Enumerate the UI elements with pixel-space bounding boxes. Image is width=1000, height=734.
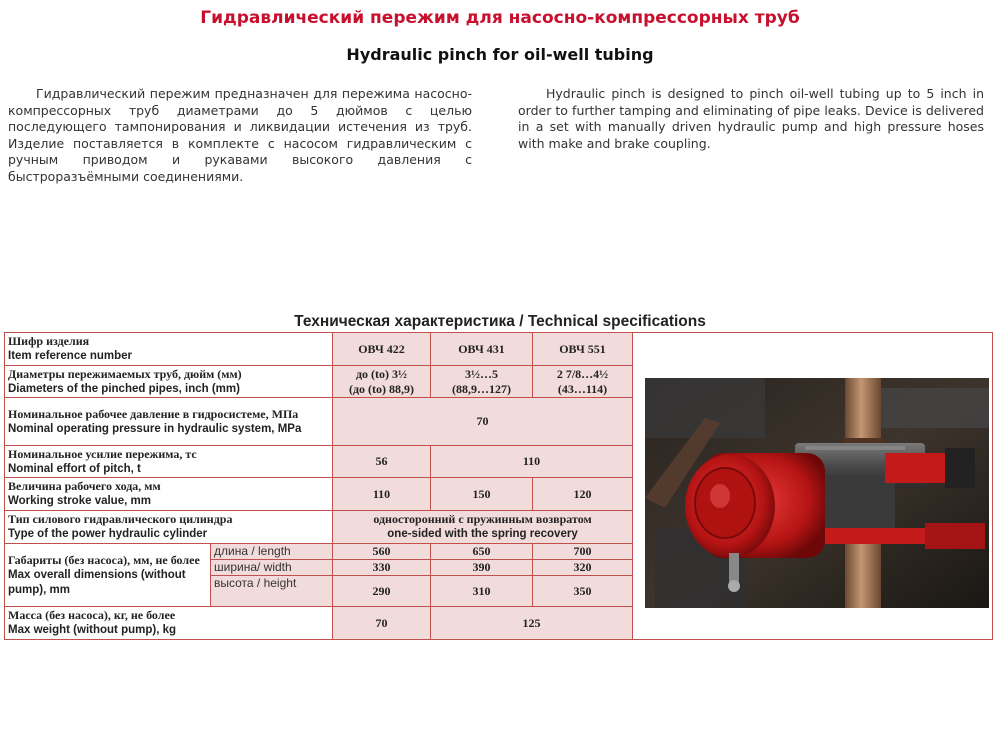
value-bottom: (43…114): [557, 381, 608, 396]
value-cell: 650: [431, 544, 533, 560]
model-cell: ОВЧ 431: [431, 333, 533, 366]
page-title-en: Hydraulic pinch for oil-well tubing: [346, 45, 654, 64]
value-cell: 150: [431, 478, 533, 511]
dim-sublabel: ширина/ width: [211, 560, 333, 576]
value-cell: 56: [333, 446, 431, 478]
spec-table: [4, 332, 993, 640]
value-cell: 700: [533, 544, 633, 560]
label-en: Nominal effort of pitch, t: [8, 462, 141, 475]
value-cell: [431, 366, 533, 398]
value-cell: 350: [533, 576, 633, 607]
product-photo: [645, 378, 989, 608]
value-cell: 110: [431, 446, 633, 478]
description-ru: Гидравлический пережим предназначен для пережима насосно-компрессорных труб диаметрами до 5 дюймов с целью последующего тампонирования и ликвидации истечения из труб. Изделие поставляется в комплекте с насосом гидравлическим с ручным приводом и рукавами высокого давления с быстроразъёмными соединениями.: [8, 86, 472, 184]
label-en: Type of the power hydraulic cylinder: [8, 528, 208, 540]
value-cell: 310: [431, 576, 533, 607]
row-label: [5, 607, 333, 640]
label-en: Max weight (without pump), kg: [8, 624, 177, 636]
value-en: one-sided with the spring recovery: [387, 528, 578, 540]
value-cell: 290: [333, 576, 431, 607]
label-en: Diameters of the pinched pipes, inch (mm): [8, 382, 240, 395]
label-ru: Номинальное рабочее давление в гидросистеме, МПа: [8, 406, 299, 421]
row-label: [5, 398, 333, 446]
dim-sublabel: высота / height: [211, 576, 333, 607]
value-cell: 390: [431, 560, 533, 576]
value-bottom: (88,9…127): [452, 381, 511, 396]
value-cell: 120: [533, 478, 633, 511]
label-ru: Диаметры пережимаемых труб, дюйм (мм): [8, 366, 242, 381]
description-en: Hydraulic pinch is designed to pinch oil-well tubing up to 5 inch in order to further tamping and eliminating of pipe leaks. Device is delivered in a set with manually driven hydraulic pump and high pressure hoses with make and brake coupling.: [518, 86, 984, 151]
value-cell: [333, 511, 633, 544]
value-cell: 70: [333, 607, 431, 640]
photo-cell: [633, 333, 993, 640]
label-ru: Тип силового гидравлического цилиндра: [8, 512, 233, 526]
page-title-ru: Гидравлический пережим для насосно-компрессорных труб: [200, 8, 800, 28]
row-label: [5, 544, 211, 607]
dim-sublabel: длина / length: [211, 544, 333, 560]
value-cell: [333, 366, 431, 398]
value-cell: 70: [333, 398, 633, 446]
row-label: [5, 366, 333, 398]
value-cell: 330: [333, 560, 431, 576]
row-item-ref: [5, 333, 993, 366]
label-en: Working stroke value, mm: [8, 495, 151, 507]
value-ru: односторонний с пружинным возвратом: [373, 512, 592, 526]
value-cell: 320: [533, 560, 633, 576]
value-top: 3½…5: [465, 366, 498, 381]
label-ru: Номинальное усилие пережима, тс: [8, 446, 197, 461]
label-en: Nominal operating pressure in hydraulic system, MPa: [8, 422, 302, 435]
label-en: Max overall dimensions (without pump), mm: [8, 568, 186, 596]
label-ru: Масса (без насоса), кг, не более: [8, 608, 176, 622]
row-label: [5, 446, 333, 478]
hydraulic-pinch-photo: [645, 378, 989, 608]
row-label: [5, 478, 333, 511]
label-ru: Габариты (без насоса), мм, не более: [8, 552, 200, 567]
spec-title: Техническая характеристика / Technical specifications: [294, 313, 706, 330]
value-top: до (to) 3½: [355, 366, 408, 381]
label-ru: Шифр изделия: [8, 334, 90, 348]
model-cell: ОВЧ 422: [333, 333, 431, 366]
value-cell: 125: [431, 607, 633, 640]
model-cell: ОВЧ 551: [533, 333, 633, 366]
label-ru: Величина рабочего хода, мм: [8, 479, 161, 493]
label-en: Item reference number: [8, 350, 132, 362]
value-bottom: (до (to) 88,9): [348, 381, 415, 396]
value-top: 2 7/8…4½: [556, 366, 609, 381]
value-cell: [533, 366, 633, 398]
row-label: [5, 511, 333, 544]
value-cell: 110: [333, 478, 431, 511]
value-cell: 560: [333, 544, 431, 560]
row-label: [5, 333, 333, 366]
